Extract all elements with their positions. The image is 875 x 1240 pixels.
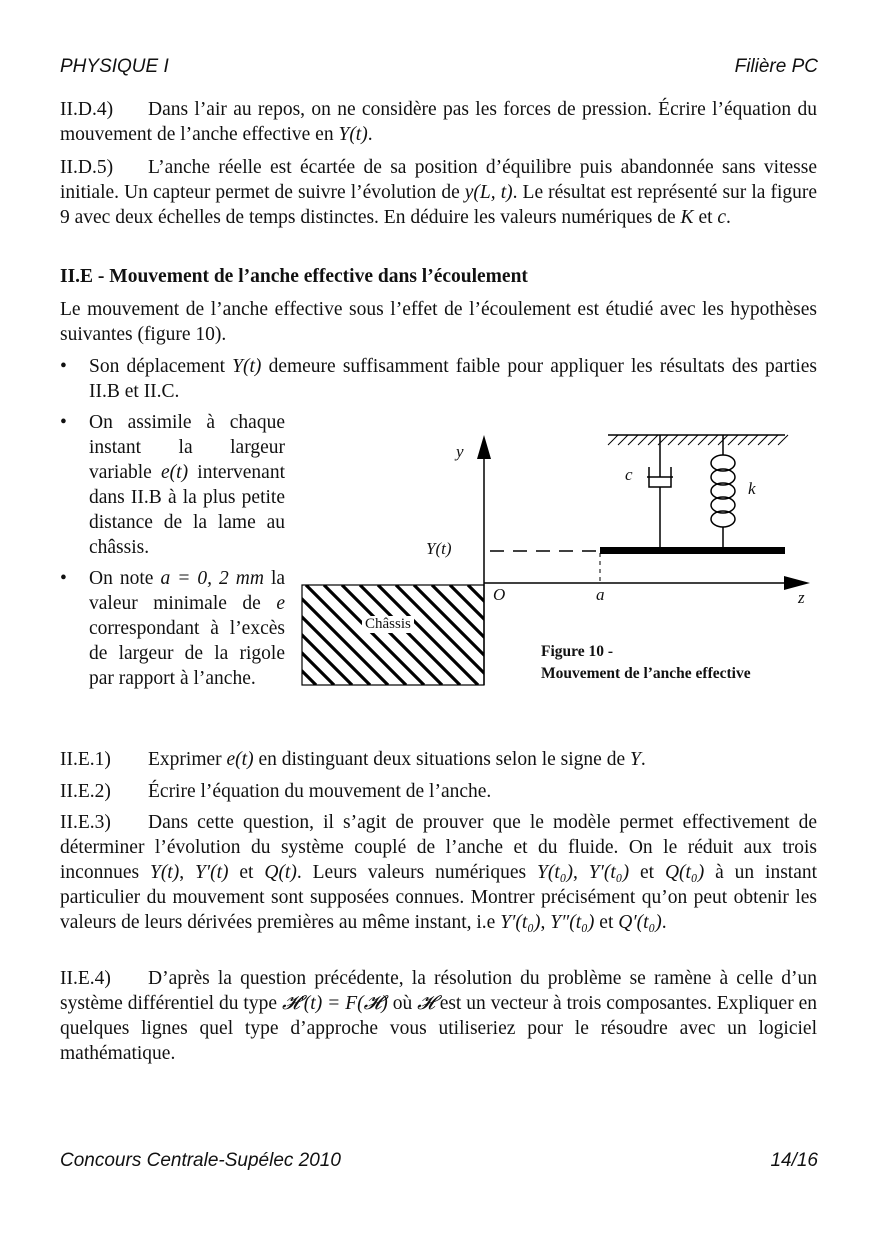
question-number: II.D.4) xyxy=(60,99,114,120)
math-expr: Y(t) xyxy=(338,124,368,145)
damper-label: c xyxy=(625,465,633,484)
bullet-list-top xyxy=(60,354,817,404)
punct: . xyxy=(640,749,646,770)
caption-line: Figure 10 - xyxy=(541,643,614,660)
math-expr: a = 0, 2 mm xyxy=(160,568,264,589)
question-text: où xyxy=(392,993,413,1014)
question-e3 xyxy=(60,810,817,935)
question-text: L’anche réelle est écartée de sa position d’équilibre puis abandonnée sans vitesse initiale. Un capteur permet de suivre l’évolution de xyxy=(60,157,817,203)
math-expr: Y(t) xyxy=(149,862,180,883)
math-expr: Y′(t₀) xyxy=(588,862,630,883)
math-expr: K xyxy=(680,207,694,228)
bullet-item xyxy=(60,566,285,691)
question-d5 xyxy=(60,155,817,230)
damper xyxy=(647,435,673,547)
math-expr: 𝓗′(t) = F(𝓗) xyxy=(281,993,388,1014)
spring-label: k xyxy=(748,479,756,498)
origin-label: O xyxy=(493,585,506,604)
question-text: et xyxy=(698,207,713,228)
math-expr: y(L, t) xyxy=(464,182,513,203)
bullet-item xyxy=(60,410,285,560)
punct: , xyxy=(179,862,185,883)
math-expr: 𝓗 xyxy=(417,993,435,1014)
question-text: D’après la question précédente, la résolution du problème se ramène à celle d’un système différentiel du type xyxy=(60,968,817,1014)
question-number: II.E.4) xyxy=(60,968,111,989)
math-expr: Y″(t₀) xyxy=(550,912,595,933)
question-text: et xyxy=(639,862,655,883)
header-subject: PHYSIQUE I xyxy=(60,56,169,77)
bullet-text: demeure suffisamment faible pour appliquer les résultats des parties II.B et II.C. xyxy=(89,356,818,402)
footer-page-number: 14/16 xyxy=(770,1150,818,1171)
y-axis-label: y xyxy=(456,442,464,461)
punct: , xyxy=(573,862,578,883)
punct: . xyxy=(367,124,373,145)
question-number: II.D.5) xyxy=(60,157,114,178)
question-text: et xyxy=(599,912,614,933)
bullet-list-side xyxy=(60,410,285,691)
math-expr: e xyxy=(276,593,286,614)
question-text: . Leurs valeurs numériques xyxy=(296,862,527,883)
question-number: II.E.3) xyxy=(60,812,111,833)
punct: . xyxy=(661,912,667,933)
header-track: Filière PC xyxy=(734,56,818,77)
figure-caption xyxy=(541,641,751,685)
question-text: Dans l’air au repos, on ne considère pas les forces de pression. Écrire l’équation du mouvement de l’anche effective en xyxy=(60,99,817,145)
math-expr: Y′(t) xyxy=(194,862,229,883)
z-axis-label: z xyxy=(798,588,805,607)
bullet-text: On assimile à chaque instant la largeur variable xyxy=(89,412,285,483)
question-number: II.E.1) xyxy=(60,749,111,770)
question-text: à un instant particulier du mouvement sont supposées connues. Montrer précisément qu’on peut obtenir les valeurs de leurs dérivées premières au même instant, i.e xyxy=(60,862,818,933)
question-text: et xyxy=(239,862,254,883)
question-text: en distinguant deux situations selon le signe de xyxy=(258,749,626,770)
question-d4 xyxy=(60,97,817,147)
math-expr: Y′(t₀) xyxy=(500,912,541,933)
bullet-item xyxy=(60,354,817,404)
bullet-text: On note xyxy=(89,568,154,589)
math-expr: Q(t) xyxy=(264,862,297,883)
question-text: est un vecteur à trois composantes. Expliquer en quelques lignes quel type d’approche vous utiliseriez pour le résoudre avec un logiciel mathématique. xyxy=(60,993,818,1064)
punct: . xyxy=(726,207,731,228)
reed-bar xyxy=(600,547,785,554)
question-text: . Le résultat est représenté sur la figure 9 avec deux échelles de temps distinctes. En déduire les valeurs numériques de xyxy=(60,182,818,228)
question-e1 xyxy=(60,747,817,772)
figure-10 xyxy=(298,425,838,725)
section-title: II.E - Mouvement de l’anche effective dans l’écoulement xyxy=(60,266,528,287)
math-expr: e(t) xyxy=(226,749,254,770)
math-expr: Q(t₀) xyxy=(664,862,705,883)
bullet-text: correspondant à l’excès de largeur de la rigole par rapport à l’anche. xyxy=(89,618,285,689)
bullet-text: Son déplacement xyxy=(89,356,226,377)
math-expr: e(t) xyxy=(161,462,189,483)
question-text: Exprimer xyxy=(148,749,222,770)
spring xyxy=(711,435,735,547)
math-expr: Y(t) xyxy=(232,356,262,377)
question-e2 xyxy=(60,779,817,804)
punct: , xyxy=(540,912,546,933)
chassis-label: Châssis xyxy=(362,616,414,633)
yt-label: Y(t) xyxy=(426,539,452,558)
question-e4 xyxy=(60,966,817,1066)
caption-line: Mouvement de l’anche effective xyxy=(541,665,751,682)
bullet-text: intervenant dans II.B à la plus petite distance de la lame au châssis. xyxy=(89,462,286,558)
z-axis xyxy=(484,576,810,590)
question-text: Écrire l’équation du mouvement de l’anche. xyxy=(148,781,492,802)
question-number: II.E.2) xyxy=(60,781,111,802)
ceiling-support xyxy=(608,435,788,445)
question-text: Dans cette question, il s’agit de prouver que le modèle permet effectivement de déterminer l’évolution du système couplé de l’anche et du fluide. On le réduit aux trois inconnues xyxy=(60,812,817,883)
bullet-text: la valeur minimale de xyxy=(89,568,286,614)
a-label: a xyxy=(596,585,605,604)
math-expr: Q′(t₀) xyxy=(618,912,662,933)
chassis-block xyxy=(298,585,568,685)
math-expr: c xyxy=(717,207,727,228)
math-expr: Y xyxy=(629,749,641,770)
footer-contest: Concours Centrale-Supélec 2010 xyxy=(60,1150,341,1171)
math-expr: Y(t₀) xyxy=(536,862,574,883)
section-intro: Le mouvement de l’anche effective sous l’effet de l’écoulement est étudié avec les hypothèses suivantes (figure 10). xyxy=(60,299,817,345)
